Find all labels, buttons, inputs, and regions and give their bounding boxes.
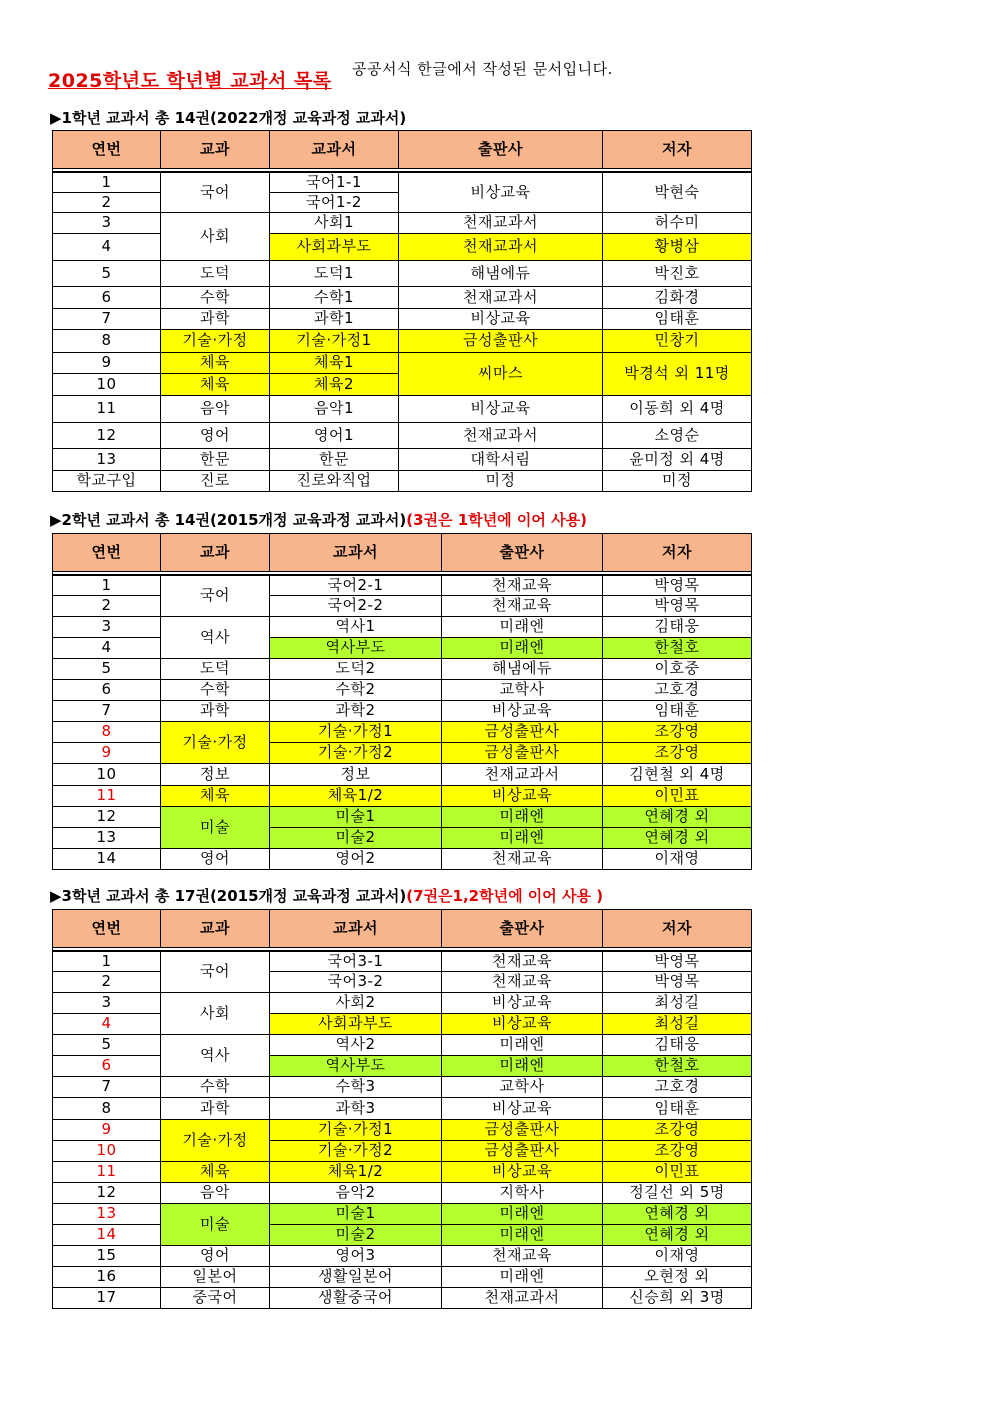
row-publisher: 천재교육 xyxy=(442,951,603,971)
row-author: 박영목 xyxy=(603,971,752,992)
col-header-subject: 교과 xyxy=(161,131,270,169)
row-no: 15 xyxy=(53,1245,161,1266)
table-row xyxy=(53,260,752,286)
row-no: 12 xyxy=(53,1182,161,1203)
row-publisher: 천재교육 xyxy=(442,595,603,616)
row-book: 기술·가정2 xyxy=(270,1140,442,1161)
row-subject: 영어 xyxy=(161,422,270,448)
row-book: 영어2 xyxy=(270,848,442,869)
row-subject: 사회 xyxy=(161,212,270,260)
row-subject: 과학 xyxy=(161,700,270,721)
table-row xyxy=(53,1140,752,1161)
row-subject: 체육 xyxy=(161,373,270,395)
col-header-publisher: 출판사 xyxy=(442,910,603,948)
row-no: 7 xyxy=(53,1076,161,1097)
col-header-subject: 교과 xyxy=(161,910,270,948)
table-row xyxy=(53,422,752,448)
section-3-heading xyxy=(50,885,603,906)
table-row xyxy=(53,1287,752,1308)
row-author: 박영목 xyxy=(603,595,752,616)
table-row xyxy=(53,992,752,1013)
row-author: 박경석 외 11명 xyxy=(603,352,752,395)
row-no: 8 xyxy=(53,1097,161,1119)
row-no: 12 xyxy=(53,422,161,448)
row-author: 한철호 xyxy=(603,637,752,658)
table-row xyxy=(53,785,752,806)
row-book: 체육1/2 xyxy=(270,785,442,806)
row-author: 김현철 외 4명 xyxy=(603,763,752,785)
row-subject: 국어 xyxy=(161,951,270,992)
row-no: 8 xyxy=(53,329,161,352)
row-subject: 미술 xyxy=(161,806,270,848)
table-row xyxy=(53,742,752,763)
table-row xyxy=(53,616,752,637)
row-book: 국어3-2 xyxy=(270,971,442,992)
row-author: 고호경 xyxy=(603,679,752,700)
row-book: 수학2 xyxy=(270,679,442,700)
row-book: 수학1 xyxy=(270,286,399,308)
col-header-publisher: 출판사 xyxy=(442,534,603,572)
table-row xyxy=(53,971,752,992)
table-row xyxy=(53,329,752,352)
table-row xyxy=(53,395,752,422)
table-row xyxy=(53,1245,752,1266)
row-author: 소영순 xyxy=(603,422,752,448)
row-publisher: 천재교과서 xyxy=(399,233,603,260)
row-subject: 국어 xyxy=(161,575,270,616)
row-no: 16 xyxy=(53,1266,161,1287)
table-row xyxy=(53,679,752,700)
row-book: 음악2 xyxy=(270,1182,442,1203)
row-subject: 체육 xyxy=(161,785,270,806)
row-subject: 영어 xyxy=(161,848,270,869)
row-publisher: 비상교육 xyxy=(399,395,603,422)
col-header-book: 교과서 xyxy=(270,131,399,169)
col-header-publisher: 출판사 xyxy=(399,131,603,169)
row-no: 10 xyxy=(53,1140,161,1161)
row-author: 황병삼 xyxy=(603,233,752,260)
grade-1-table xyxy=(52,130,752,492)
row-publisher: 미래엔 xyxy=(442,1224,603,1245)
row-book: 도덕1 xyxy=(270,260,399,286)
row-book: 사회2 xyxy=(270,992,442,1013)
row-author: 임태훈 xyxy=(603,308,752,329)
row-no: 3 xyxy=(53,212,161,233)
table-row xyxy=(53,1076,752,1097)
row-book: 기술·가정2 xyxy=(270,742,442,763)
row-book: 사회과부도 xyxy=(270,1013,442,1034)
row-author: 민창기 xyxy=(603,329,752,352)
row-subject: 미술 xyxy=(161,1203,270,1245)
row-subject: 수학 xyxy=(161,286,270,308)
row-no: 7 xyxy=(53,308,161,329)
row-subject: 진로 xyxy=(161,470,270,491)
row-publisher: 비상교육 xyxy=(442,1013,603,1034)
row-subject: 수학 xyxy=(161,1076,270,1097)
row-book: 사회과부도 xyxy=(270,233,399,260)
section-1-heading-text: ▶1학년 교과서 총 14권(2022개정 교육과정 교과서) xyxy=(50,109,407,127)
col-header-author: 저자 xyxy=(603,534,752,572)
table-row xyxy=(53,595,752,616)
row-publisher: 씨마스 xyxy=(399,352,603,395)
row-author: 박현숙 xyxy=(603,172,752,212)
row-book: 사회1 xyxy=(270,212,399,233)
row-no: 2 xyxy=(53,971,161,992)
row-author: 연혜경 외 xyxy=(603,1203,752,1224)
row-author: 이재영 xyxy=(603,848,752,869)
table-row xyxy=(53,848,752,869)
row-no: 5 xyxy=(53,260,161,286)
row-book: 기술·가정1 xyxy=(270,1119,442,1140)
document-title: 2025학년도 학년별 교과서 목록 xyxy=(48,70,332,92)
table-row xyxy=(53,575,752,595)
row-subject: 한문 xyxy=(161,448,270,470)
row-publisher: 비상교육 xyxy=(399,172,603,212)
row-subject: 도덕 xyxy=(161,658,270,679)
row-publisher: 비상교육 xyxy=(442,1097,603,1119)
row-author: 박진호 xyxy=(603,260,752,286)
row-subject: 과학 xyxy=(161,1097,270,1119)
row-publisher: 비상교육 xyxy=(442,785,603,806)
table-row xyxy=(53,212,752,233)
row-no: 학교구입 xyxy=(53,470,161,491)
row-publisher: 비상교육 xyxy=(399,308,603,329)
row-author: 박영목 xyxy=(603,575,752,595)
row-no: 11 xyxy=(53,395,161,422)
row-publisher: 해냄에듀 xyxy=(399,260,603,286)
row-no: 4 xyxy=(53,637,161,658)
row-publisher: 금성출판사 xyxy=(442,1119,603,1140)
table-row xyxy=(53,352,752,373)
table-row xyxy=(53,806,752,827)
table-row xyxy=(53,286,752,308)
table-row xyxy=(53,1182,752,1203)
row-no: 3 xyxy=(53,616,161,637)
table-row xyxy=(53,700,752,721)
row-publisher: 천재교과서 xyxy=(399,286,603,308)
row-book: 기술·가정1 xyxy=(270,721,442,742)
row-no: 6 xyxy=(53,286,161,308)
row-subject: 사회 xyxy=(161,992,270,1034)
row-subject: 기술·가정 xyxy=(161,721,270,763)
row-no: 12 xyxy=(53,806,161,827)
row-publisher: 비상교육 xyxy=(442,1161,603,1182)
row-no: 5 xyxy=(53,658,161,679)
table-row xyxy=(53,470,752,491)
row-no: 1 xyxy=(53,951,161,971)
row-no: 4 xyxy=(53,233,161,260)
row-book: 국어2-2 xyxy=(270,595,442,616)
row-book: 음악1 xyxy=(270,395,399,422)
row-no: 10 xyxy=(53,373,161,395)
row-no: 7 xyxy=(53,700,161,721)
table-row xyxy=(53,448,752,470)
row-author: 조강영 xyxy=(603,1140,752,1161)
row-author: 연혜경 외 xyxy=(603,1224,752,1245)
row-author: 한철호 xyxy=(603,1055,752,1076)
row-publisher: 금성출판사 xyxy=(442,721,603,742)
row-author: 조강영 xyxy=(603,742,752,763)
row-publisher: 미래엔 xyxy=(442,1055,603,1076)
row-book: 역사부도 xyxy=(270,637,442,658)
row-no: 13 xyxy=(53,448,161,470)
row-publisher: 금성출판사 xyxy=(442,1140,603,1161)
section-1-heading xyxy=(50,107,406,128)
row-subject: 음악 xyxy=(161,1182,270,1203)
row-subject: 수학 xyxy=(161,679,270,700)
grade-2-table xyxy=(52,533,752,870)
table-row xyxy=(53,763,752,785)
table-row xyxy=(53,1224,752,1245)
row-no: 5 xyxy=(53,1034,161,1055)
col-header-book: 교과서 xyxy=(270,534,442,572)
row-no: 13 xyxy=(53,1203,161,1224)
row-book: 도덕2 xyxy=(270,658,442,679)
col-header-no: 연번 xyxy=(53,534,161,572)
row-author: 이민표 xyxy=(603,1161,752,1182)
row-author: 이호중 xyxy=(603,658,752,679)
row-publisher: 미래엔 xyxy=(442,616,603,637)
row-publisher: 천재교과서 xyxy=(399,212,603,233)
row-book: 수학3 xyxy=(270,1076,442,1097)
row-book: 국어1-1 xyxy=(270,172,399,192)
row-book: 과학3 xyxy=(270,1097,442,1119)
row-subject: 역사 xyxy=(161,1034,270,1076)
row-subject: 영어 xyxy=(161,1245,270,1266)
row-author: 연혜경 외 xyxy=(603,806,752,827)
section-2-heading xyxy=(50,509,587,530)
row-author: 임태훈 xyxy=(603,1097,752,1119)
row-author: 이재영 xyxy=(603,1245,752,1266)
row-book: 영어1 xyxy=(270,422,399,448)
row-author: 고호경 xyxy=(603,1076,752,1097)
row-publisher: 미래엔 xyxy=(442,806,603,827)
row-publisher: 미래엔 xyxy=(442,1203,603,1224)
table-row xyxy=(53,1034,752,1055)
col-header-author: 저자 xyxy=(603,131,752,169)
row-no: 9 xyxy=(53,352,161,373)
row-no: 13 xyxy=(53,827,161,848)
section-3-heading-text: ▶3학년 교과서 총 17권(2015개정 교육과정 교과서) xyxy=(50,887,407,905)
row-publisher: 미정 xyxy=(399,470,603,491)
section-3-heading-note: (7권은1,2학년에 이어 사용 ) xyxy=(406,887,604,905)
row-no: 6 xyxy=(53,679,161,700)
row-no: 10 xyxy=(53,763,161,785)
row-book: 체육2 xyxy=(270,373,399,395)
row-publisher: 천재교육 xyxy=(442,971,603,992)
col-header-no: 연번 xyxy=(53,910,161,948)
row-book: 국어1-2 xyxy=(270,192,399,212)
row-publisher: 해냄에듀 xyxy=(442,658,603,679)
row-no: 14 xyxy=(53,848,161,869)
row-book: 체육1/2 xyxy=(270,1161,442,1182)
table-row xyxy=(53,233,752,260)
row-publisher: 천재교과서 xyxy=(442,1287,603,1308)
row-subject: 기술·가정 xyxy=(161,1119,270,1161)
row-no: 17 xyxy=(53,1287,161,1308)
row-book: 국어3-1 xyxy=(270,951,442,971)
row-author: 미정 xyxy=(603,470,752,491)
table-row xyxy=(53,1266,752,1287)
row-publisher: 미래엔 xyxy=(442,637,603,658)
row-book: 미술1 xyxy=(270,806,442,827)
grade-3-table xyxy=(52,909,752,1309)
table-row xyxy=(53,1055,752,1076)
row-no: 1 xyxy=(53,575,161,595)
row-book: 미술2 xyxy=(270,1224,442,1245)
row-author: 이동희 외 4명 xyxy=(603,395,752,422)
row-author: 연혜경 외 xyxy=(603,827,752,848)
row-publisher: 천재교육 xyxy=(442,848,603,869)
row-book: 체육1 xyxy=(270,352,399,373)
row-subject: 일본어 xyxy=(161,1266,270,1287)
row-publisher: 천재교과서 xyxy=(399,422,603,448)
row-subject: 도덕 xyxy=(161,260,270,286)
row-publisher: 교학사 xyxy=(442,679,603,700)
row-book: 생활중국어 xyxy=(270,1287,442,1308)
row-publisher: 대학서림 xyxy=(399,448,603,470)
table-row xyxy=(53,721,752,742)
row-book: 정보 xyxy=(270,763,442,785)
row-author: 신승희 외 3명 xyxy=(603,1287,752,1308)
row-subject: 중국어 xyxy=(161,1287,270,1308)
row-publisher: 미래엔 xyxy=(442,1266,603,1287)
table-row xyxy=(53,827,752,848)
row-subject: 체육 xyxy=(161,352,270,373)
row-author: 임태훈 xyxy=(603,700,752,721)
row-publisher: 미래엔 xyxy=(442,1034,603,1055)
row-book: 생활일본어 xyxy=(270,1266,442,1287)
table-row xyxy=(53,658,752,679)
row-subject: 과학 xyxy=(161,308,270,329)
document-note: 공공서식 한글에서 작성된 문서입니다. xyxy=(352,60,613,78)
row-book: 과학1 xyxy=(270,308,399,329)
col-header-author: 저자 xyxy=(603,910,752,948)
row-no: 4 xyxy=(53,1013,161,1034)
table-row xyxy=(53,172,752,192)
row-author: 오현정 외 xyxy=(603,1266,752,1287)
table-row xyxy=(53,1203,752,1224)
row-publisher: 비상교육 xyxy=(442,992,603,1013)
row-book: 역사2 xyxy=(270,1034,442,1055)
row-publisher: 천재교육 xyxy=(442,1245,603,1266)
row-author: 윤미정 외 4명 xyxy=(603,448,752,470)
row-author: 이민표 xyxy=(603,785,752,806)
row-subject: 정보 xyxy=(161,763,270,785)
row-subject: 기술·가정 xyxy=(161,329,270,352)
row-subject: 체육 xyxy=(161,1161,270,1182)
row-no: 6 xyxy=(53,1055,161,1076)
row-book: 한문 xyxy=(270,448,399,470)
row-book: 영어3 xyxy=(270,1245,442,1266)
row-no: 9 xyxy=(53,742,161,763)
row-book: 미술2 xyxy=(270,827,442,848)
row-book: 기술·가정1 xyxy=(270,329,399,352)
col-header-book: 교과서 xyxy=(270,910,442,948)
row-publisher: 금성출판사 xyxy=(399,329,603,352)
row-no: 11 xyxy=(53,785,161,806)
row-author: 최성길 xyxy=(603,992,752,1013)
table-row xyxy=(53,1097,752,1119)
row-publisher: 미래엔 xyxy=(442,827,603,848)
table-row xyxy=(53,1119,752,1140)
row-no: 1 xyxy=(53,172,161,192)
row-author: 조강영 xyxy=(603,1119,752,1140)
table-row xyxy=(53,637,752,658)
table-row xyxy=(53,1013,752,1034)
row-book: 역사부도 xyxy=(270,1055,442,1076)
row-author: 허수미 xyxy=(603,212,752,233)
col-header-no: 연번 xyxy=(53,131,161,169)
col-header-subject: 교과 xyxy=(161,534,270,572)
row-subject: 음악 xyxy=(161,395,270,422)
row-author: 김화경 xyxy=(603,286,752,308)
row-book: 국어2-1 xyxy=(270,575,442,595)
row-no: 8 xyxy=(53,721,161,742)
row-author: 김태웅 xyxy=(603,616,752,637)
row-no: 14 xyxy=(53,1224,161,1245)
row-book: 진로와직업 xyxy=(270,470,399,491)
table-row xyxy=(53,951,752,971)
row-author: 정길선 외 5명 xyxy=(603,1182,752,1203)
row-subject: 국어 xyxy=(161,172,270,212)
row-publisher: 비상교육 xyxy=(442,700,603,721)
row-no: 11 xyxy=(53,1161,161,1182)
row-author: 김태웅 xyxy=(603,1034,752,1055)
row-book: 미술1 xyxy=(270,1203,442,1224)
row-no: 2 xyxy=(53,595,161,616)
row-book: 과학2 xyxy=(270,700,442,721)
row-subject: 역사 xyxy=(161,616,270,658)
row-author: 조강영 xyxy=(603,721,752,742)
row-no: 2 xyxy=(53,192,161,212)
row-book: 역사1 xyxy=(270,616,442,637)
section-2-heading-text: ▶2학년 교과서 총 14권(2015개정 교육과정 교과서) xyxy=(50,511,407,529)
row-no: 3 xyxy=(53,992,161,1013)
row-author: 최성길 xyxy=(603,1013,752,1034)
row-publisher: 천재교육 xyxy=(442,575,603,595)
row-publisher: 지학사 xyxy=(442,1182,603,1203)
row-publisher: 교학사 xyxy=(442,1076,603,1097)
row-publisher: 천재교과서 xyxy=(442,763,603,785)
section-2-heading-note: (3권은 1학년에 이어 사용) xyxy=(406,511,587,529)
row-no: 9 xyxy=(53,1119,161,1140)
row-publisher: 금성출판사 xyxy=(442,742,603,763)
table-row xyxy=(53,1161,752,1182)
row-author: 박영목 xyxy=(603,951,752,971)
table-row xyxy=(53,308,752,329)
